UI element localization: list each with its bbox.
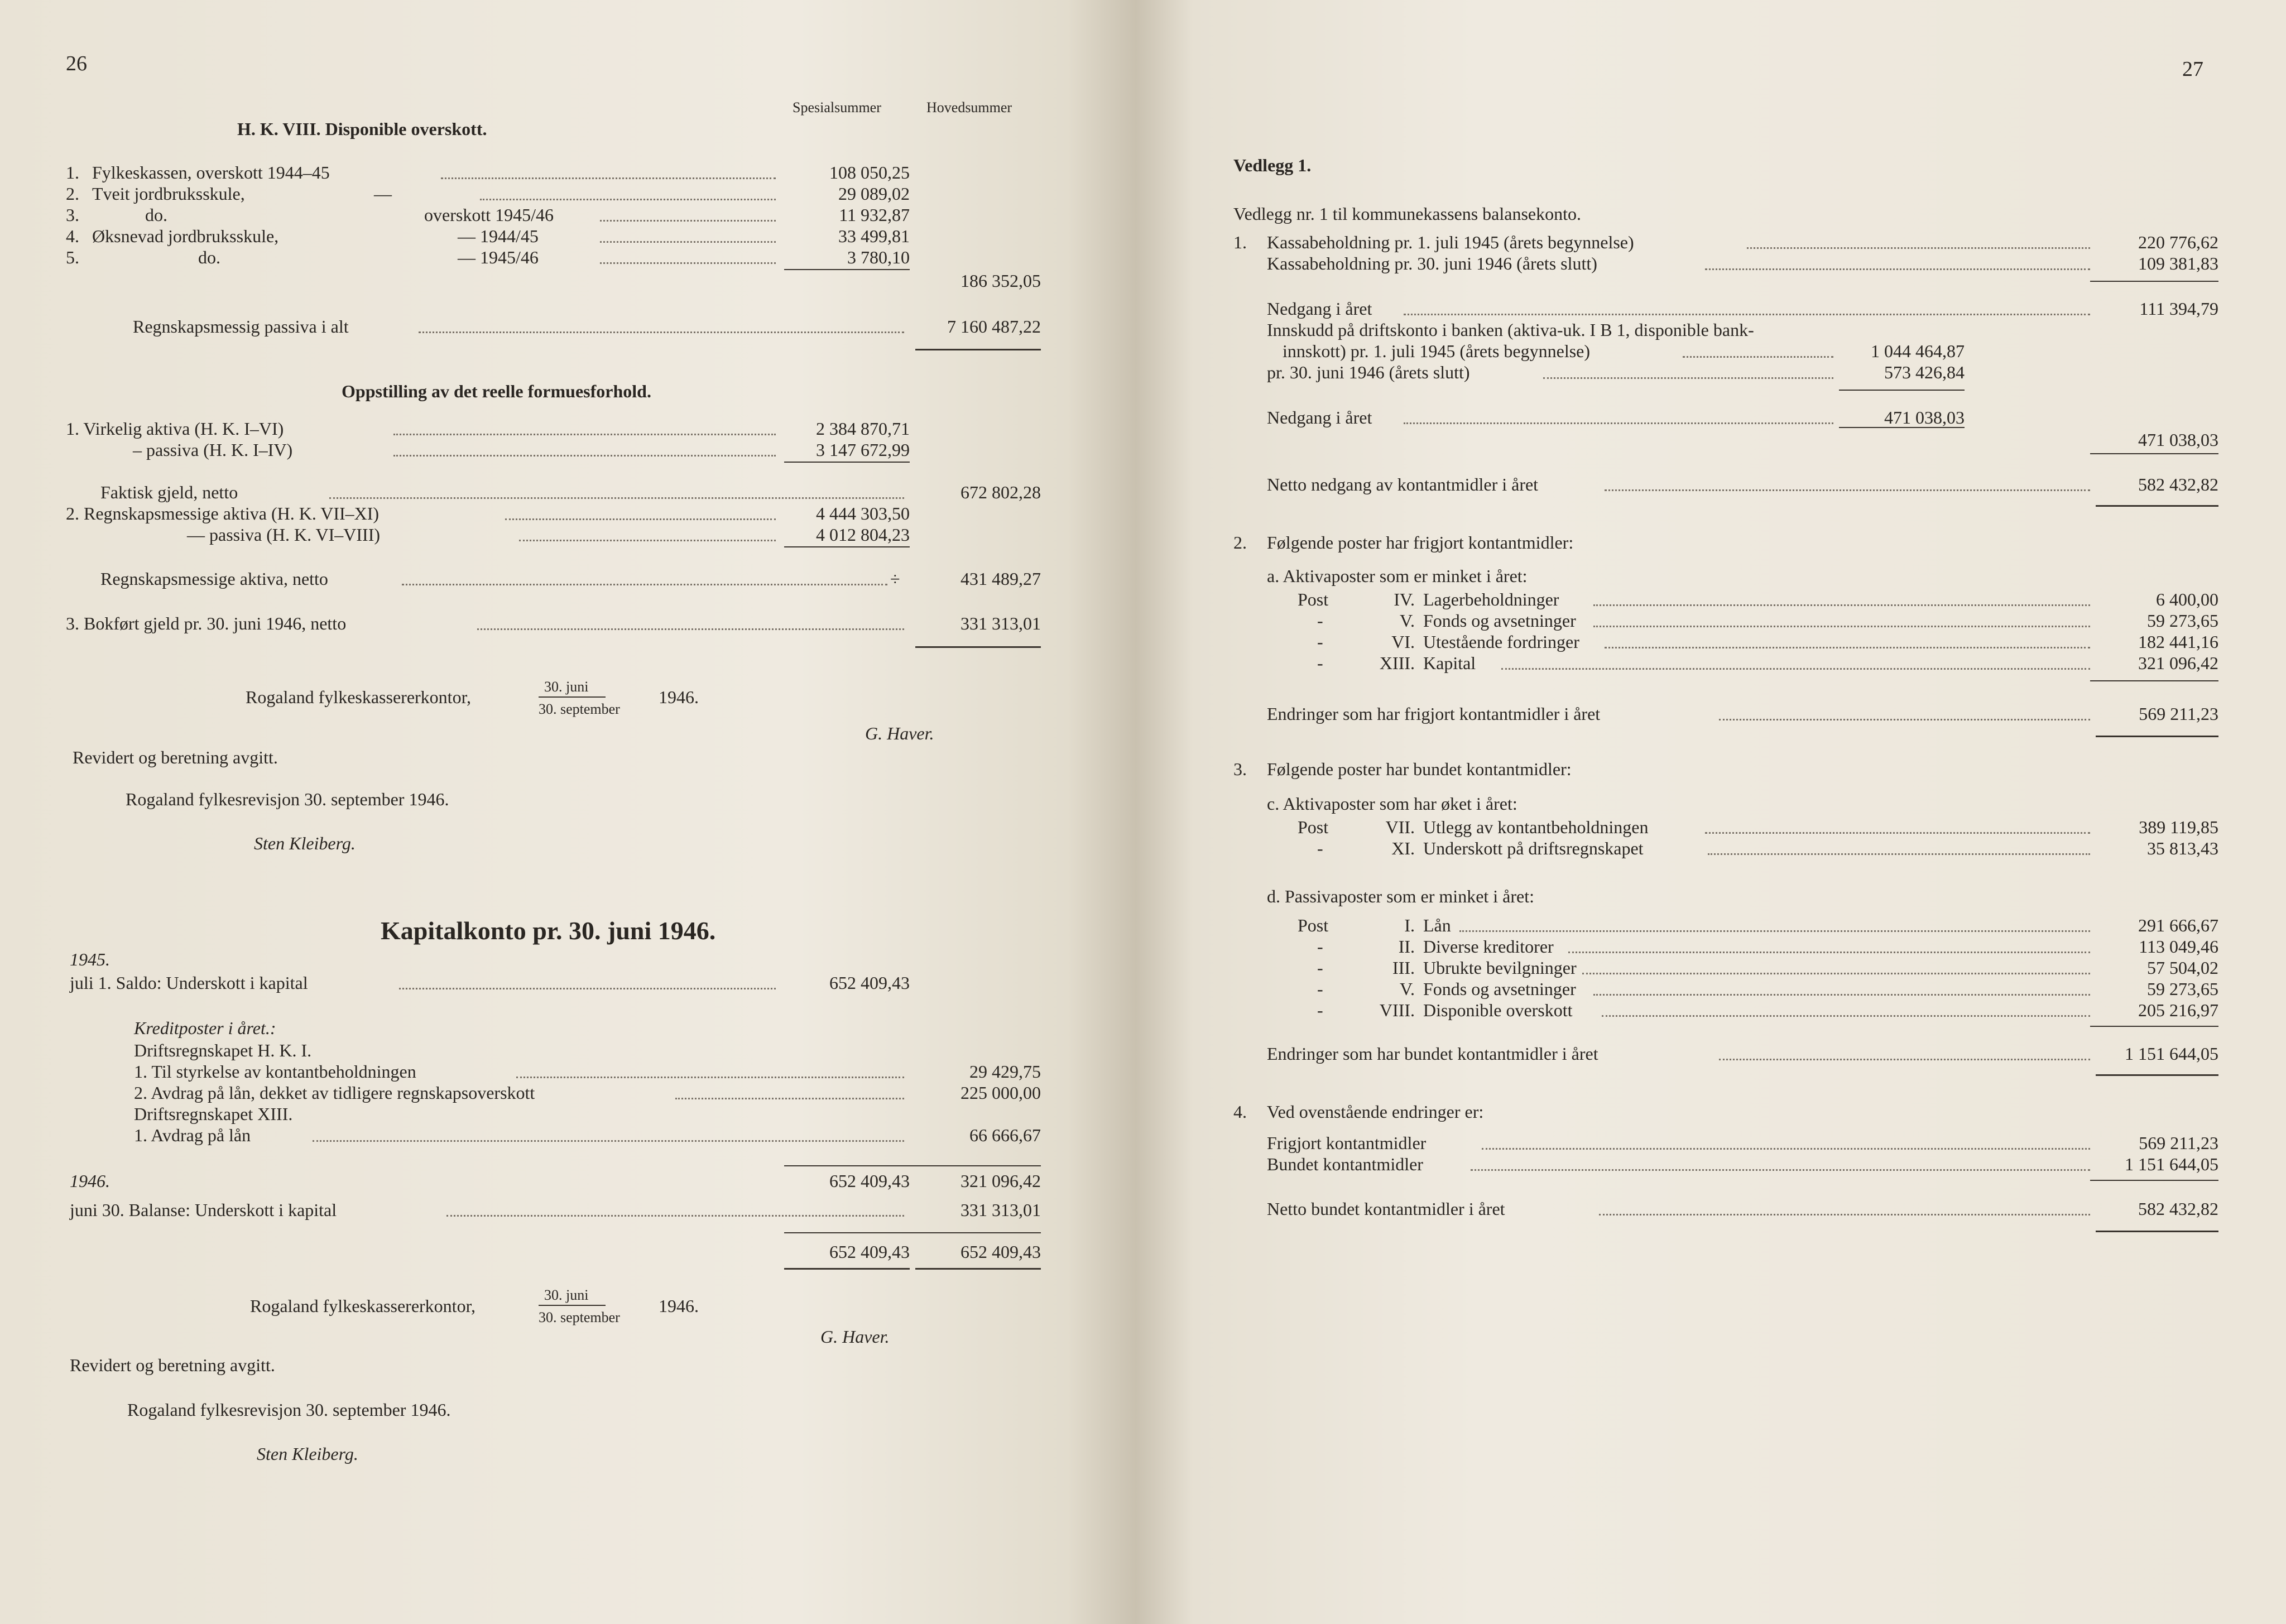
frigjort-sum-label: Endringer som har frigjort kontantmidler i året (1267, 704, 1601, 724)
passiva-label: Regnskapsmessig passiva i alt (133, 316, 349, 337)
revisor-name: Sten Kleiberg. (254, 833, 356, 853)
row-sublabel: overskott 1945/46 (424, 205, 554, 225)
bundet-sum-label: Endringer som har bundet kontantmidler i året (1267, 1044, 1598, 1064)
post-label: Lagerbeholdninger (1423, 589, 1559, 609)
row-value: 11 932,87 (839, 205, 910, 225)
post-value: 57 504,02 (2147, 958, 2218, 978)
row-label: do. (145, 205, 167, 225)
balanse-value: 331 313,01 (960, 1200, 1041, 1220)
post-prefix: Post (1298, 915, 1329, 935)
netto-bundet-label: Netto bundet kontantmidler i året (1267, 1199, 1505, 1219)
r-netto-value: 431 489,27 (960, 569, 1041, 589)
post-number: XIII. (1379, 653, 1415, 673)
drift-heading-1: Driftsregnskapet H. K. I. (134, 1040, 312, 1060)
vedlegg-intro: Vedlegg nr. 1 til kommunekassens balansekonto. (1233, 204, 1582, 224)
date-year: 1946. (659, 687, 699, 707)
frigjort-sum-value: 569 211,23 (2139, 704, 2218, 724)
innskudd-line-2: innskott) pr. 1. juli 1945 (årets begynnelse) (1283, 341, 1591, 361)
passiva-minket-title: d. Passivaposter som er minket i året: (1267, 886, 1535, 906)
revision-office: Rogaland fylkesrevisjon 30. september 1946. (127, 1400, 451, 1420)
post-prefix: - (1317, 632, 1323, 652)
sum-1-main: 321 096,42 (960, 1171, 1041, 1191)
column-header-special: Spesialsummer (793, 99, 881, 116)
passiva-row-label: – passiva (H. K. I–IV) (133, 440, 293, 460)
post-number: VIII. (1379, 1000, 1415, 1020)
kredit-3-label: 1. Avdrag på lån (134, 1125, 251, 1145)
aktiva-minket-title: a. Aktivaposter som er minket i året: (1267, 566, 1528, 586)
aktiva-label: 1. Virkelig aktiva (H. K. I–VI) (66, 419, 284, 439)
right-page (1136, 0, 2286, 1624)
post-value: 59 273,65 (2147, 979, 2218, 999)
column-header-main: Hovedsummer (926, 99, 1012, 116)
left-page (0, 0, 1136, 1624)
date-top: 30. juni (544, 1287, 589, 1303)
minus-sign: ÷ (890, 569, 900, 589)
row-value: 3 780,10 (847, 247, 910, 267)
gjeld-label: Faktisk gjeld, netto (100, 482, 238, 502)
netto-nedgang-value: 582 432,82 (2138, 474, 2218, 494)
page-number: 26 (66, 52, 87, 75)
netto-bundet-value: 582 432,82 (2138, 1199, 2218, 1219)
frigjort-label: Frigjort kontantmidler (1267, 1133, 1427, 1153)
post-label: Utlegg av kontantbeholdningen (1423, 817, 1649, 837)
row-label: do. (198, 247, 220, 267)
post-label: Underskott på driftsregnskapet (1423, 838, 1644, 858)
post-label: Fonds og avsetninger (1423, 611, 1576, 631)
kredit-2-value: 225 000,00 (960, 1083, 1041, 1103)
post-number: IV. (1394, 589, 1415, 609)
post-value: 35 813,43 (2147, 838, 2218, 858)
row-value: 29 089,02 (838, 184, 910, 204)
kassa-end-value: 109 381,83 (2138, 253, 2218, 273)
row-number: 3. (66, 205, 79, 225)
post-label: Fonds og avsetninger (1423, 979, 1576, 999)
kassa-start-label: Kassabeholdning pr. 1. juli 1945 (årets begynnelse) (1267, 232, 1634, 252)
saldo-label: juli 1. Saldo: Underskott i kapital (70, 973, 308, 993)
post-label: Disponible overskott (1423, 1000, 1573, 1020)
post-value: 205 216,97 (2138, 1000, 2218, 1020)
netto-nedgang-label: Netto nedgang av kontantmidler i året (1267, 474, 1539, 494)
post-prefix: - (1317, 1000, 1323, 1020)
post-prefix: Post (1298, 817, 1329, 837)
revisor-name: Sten Kleiberg. (257, 1444, 358, 1464)
row-number: 1. (66, 162, 79, 182)
r-aktiva-label: 2. Regnskapsmessige aktiva (H. K. VII–XI) (66, 503, 380, 523)
nedgang-2-label: Nedgang i året (1267, 407, 1372, 427)
page-number: 27 (2182, 57, 2203, 81)
kredit-3-value: 66 666,67 (969, 1125, 1041, 1145)
post-label: Diverse kreditorer (1423, 936, 1554, 957)
post-prefix: - (1317, 838, 1323, 858)
post-prefix: - (1317, 653, 1323, 673)
bokfort-value: 331 313,01 (960, 613, 1041, 633)
row-label: Øksnevad jordbruksskule, (92, 226, 279, 246)
post-number: I. (1404, 915, 1415, 935)
row-sublabel: — (374, 184, 392, 204)
post-value: 182 441,16 (2138, 632, 2218, 652)
post-value: 389 119,85 (2139, 817, 2218, 837)
post-number: II. (1398, 936, 1415, 957)
post-number: VII. (1385, 817, 1415, 837)
signature-name: G. Haver. (865, 723, 934, 743)
nedgang-1-value: 111 394,79 (2139, 299, 2218, 319)
row-number: 5. (66, 247, 79, 267)
post-prefix: - (1317, 979, 1323, 999)
post-value: 113 049,46 (2139, 936, 2218, 957)
post-number: XI. (1391, 838, 1415, 858)
saldo-value: 652 409,43 (829, 973, 910, 993)
nedgang-1-label: Nedgang i året (1267, 299, 1372, 319)
item-number: 3. (1233, 759, 1247, 779)
frigjort-value: 569 211,23 (2139, 1133, 2218, 1153)
kredit-1-value: 29 429,75 (969, 1061, 1041, 1082)
vedlegg-title: Vedlegg 1. (1233, 155, 1312, 175)
frigjort-title: Følgende poster har frigjort kontantmidler: (1267, 532, 1574, 552)
post-prefix: - (1317, 611, 1323, 631)
kassa-end-label: Kassabeholdning pr. 30. juni 1946 (årets slutt) (1267, 253, 1597, 273)
post-prefix: - (1317, 958, 1323, 978)
r-netto-label: Regnskapsmessige aktiva, netto (100, 569, 328, 589)
post-number: V. (1400, 979, 1415, 999)
post-label: Ubrukte bevilgninger (1423, 958, 1577, 978)
post-prefix: Post (1298, 589, 1329, 609)
gjeld-value: 672 802,28 (960, 482, 1041, 502)
kredit-1-label: 1. Til styrkelse av kontantbeholdningen (134, 1061, 416, 1082)
drift-heading-2: Driftsregnskapet XIII. (134, 1104, 293, 1124)
aktiva-oket-title: c. Aktivaposter som har øket i året: (1267, 794, 1517, 814)
year-1946: 1946. (70, 1171, 110, 1191)
post-label: Lån (1423, 915, 1451, 935)
item-number: 1. (1233, 232, 1247, 252)
office-label: Rogaland fylkeskassererkontor, (246, 687, 471, 707)
innskudd-end-value: 573 426,84 (1884, 362, 1965, 382)
row-sublabel: — 1945/46 (458, 247, 539, 267)
date-year: 1946. (659, 1296, 699, 1316)
post-number: III. (1392, 958, 1415, 978)
row-label: Tveit jordbruksskule, (92, 184, 245, 204)
row-value: 33 499,81 (838, 226, 910, 246)
sum-1-special: 652 409,43 (829, 1171, 910, 1191)
post-value: 59 273,65 (2147, 611, 2218, 631)
innskudd-value: 1 044 464,87 (1871, 341, 1965, 361)
post-label: Kapital (1423, 653, 1476, 673)
passiva-value: 7 160 487,22 (947, 316, 1041, 337)
section-title-disponible: H. K. VIII. Disponible overskott. (237, 119, 487, 139)
kapitalkonto-title: Kapitalkonto pr. 30. juni 1946. (381, 916, 716, 945)
passiva-row-value: 3 147 672,99 (816, 440, 910, 460)
date-top: 30. juni (544, 679, 589, 695)
post-value: 321 096,42 (2138, 653, 2218, 673)
revision-note: Revidert og beretning avgitt. (70, 1355, 275, 1375)
revision-office: Rogaland fylkesrevisjon 30. september 1946. (126, 789, 449, 809)
signature-name: G. Haver. (820, 1327, 890, 1347)
kredit-2-label: 2. Avdrag på lån, dekket av tidligere regnskapsoverskott (134, 1083, 535, 1103)
row-sublabel: — 1944/45 (458, 226, 539, 246)
r-passiva-label: — passiva (H. K. VI–VIII) (187, 525, 380, 545)
row-number: 2. (66, 184, 79, 204)
endringer-title: Ved ovenstående endringer er: (1267, 1102, 1484, 1122)
post-prefix: - (1317, 936, 1323, 957)
sum-2-special: 652 409,43 (829, 1242, 910, 1262)
post-value: 291 666,67 (2138, 915, 2218, 935)
balanse-label: juni 30. Balanse: Underskott i kapital (70, 1200, 337, 1220)
date-bottom: 30. september (539, 1309, 620, 1325)
post-label: Utestående fordringer (1423, 632, 1579, 652)
aktiva-value: 2 384 870,71 (816, 419, 910, 439)
kredit-heading: Kreditposter i året.: (134, 1018, 276, 1038)
r-passiva-value: 4 012 804,23 (816, 525, 910, 545)
bundet-sum-value: 1 151 644,05 (2125, 1044, 2218, 1064)
year-1945: 1945. (70, 949, 110, 969)
nedgang-2-total: 471 038,03 (2138, 430, 2218, 450)
bundet-title: Følgende poster har bundet kontantmidler: (1267, 759, 1572, 779)
disponible-total: 186 352,05 (960, 271, 1041, 291)
row-value: 108 050,25 (829, 162, 910, 182)
bundet-label: Bundet kontantmidler (1267, 1154, 1423, 1174)
kassa-start-value: 220 776,62 (2138, 232, 2218, 252)
date-bottom: 30. september (539, 701, 620, 717)
post-value: 6 400,00 (2156, 589, 2218, 609)
r-aktiva-value: 4 444 303,50 (816, 503, 910, 523)
row-label: Fylkeskassen, overskott 1944–45 (92, 162, 330, 182)
nedgang-2-value: 471 038,03 (1884, 407, 1965, 427)
sum-2-main: 652 409,43 (960, 1242, 1041, 1262)
row-number: 4. (66, 226, 79, 246)
bundet-value: 1 151 644,05 (2125, 1154, 2218, 1174)
post-number: V. (1400, 611, 1415, 631)
office-label: Rogaland fylkeskassererkontor, (250, 1296, 476, 1316)
post-number: VI. (1391, 632, 1415, 652)
bokfort-label: 3. Bokført gjeld pr. 30. juni 1946, netto (66, 613, 347, 633)
innskudd-end-label: pr. 30. juni 1946 (årets slutt) (1267, 362, 1470, 382)
innskudd-line-1: Innskudd på driftskonto i banken (aktiva-uk. I B 1, disponible bank- (1267, 320, 1754, 340)
item-number: 2. (1233, 532, 1247, 552)
item-number: 4. (1233, 1102, 1247, 1122)
section-title-formue: Oppstilling av det reelle formuesforhold. (342, 381, 651, 401)
revision-note: Revidert og beretning avgitt. (73, 747, 278, 767)
